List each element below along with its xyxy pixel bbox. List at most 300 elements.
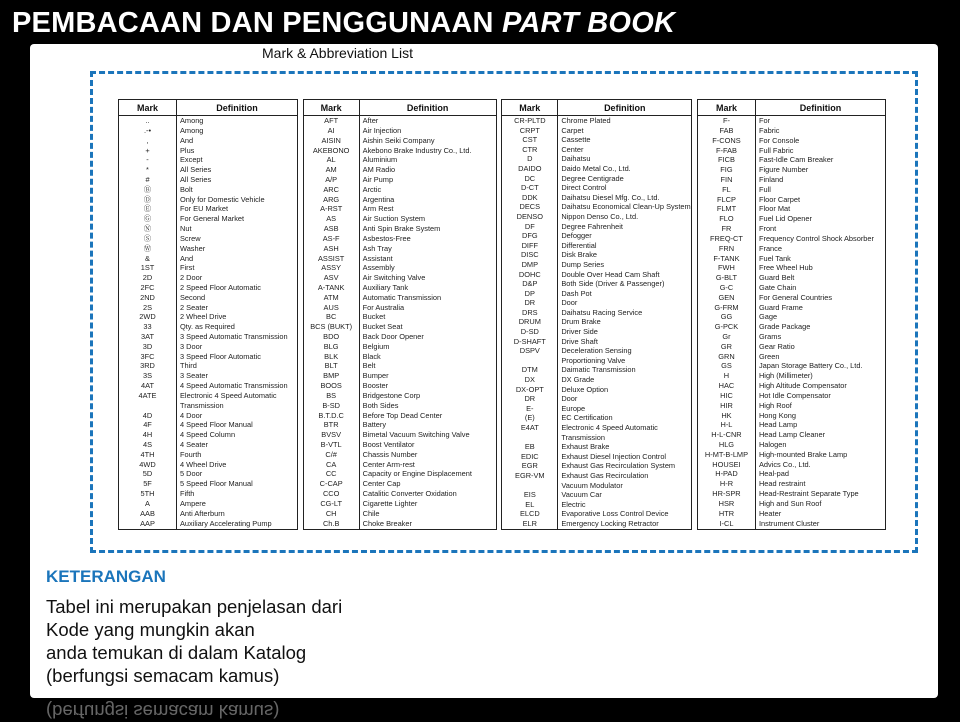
table-row [502,471,692,481]
definition-cell: Back Door Opener [359,332,496,342]
definition-cell: Dump Series [558,260,692,270]
definition-cell: After [359,116,496,126]
table-row [119,312,298,322]
mark-cell: HTR [697,509,755,519]
definition-cell: Capacity or Engine Displacement [359,469,496,479]
mark-cell: - [119,155,177,165]
definition-cell: Washer [177,244,298,254]
mark-cell: AM [303,165,359,175]
definition-cell: Fuel Tank [755,253,885,263]
mark-cell: AS-F [303,234,359,244]
definition-cell: Belgium [359,342,496,352]
definition-cell: Electronic 4 Speed Automatic [177,391,298,401]
mark-cell: ASSY [303,263,359,273]
definition-cell: Auxiliary Tank [359,283,496,293]
table-row [502,375,692,385]
mark-cell: AUS [303,302,359,312]
definition-cell: Hot Idle Compensator [755,391,885,401]
table-row [502,346,692,356]
definition-cell: Before Top Dead Center [359,410,496,420]
table-row [119,430,298,440]
table-row [697,263,885,273]
mark-cell: ASH [303,244,359,254]
definition-cell: Grade Package [755,322,885,332]
table-row [697,420,885,430]
definition-cell: 5 Door [177,469,298,479]
table-row [119,410,298,420]
table-row [697,126,885,136]
definition-cell: Chassis Number [359,450,496,460]
table-row [303,283,496,293]
definition-cell: Full [755,185,885,195]
mark-cell: AFT [303,116,359,126]
table-header-row [502,100,692,116]
definition-cell: Head Lamp Cleaner [755,430,885,440]
definition-cell: Ampere [177,499,298,509]
mark-cell: 2D [119,273,177,283]
notes-line: anda temukan di dalam Katalog [46,642,307,663]
mark-cell: 5F [119,479,177,489]
definition-cell: Bridgestone Corp [359,391,496,401]
mark-cell: CTR [502,145,558,155]
mark-cell: 4WD [119,459,177,469]
table-row [697,352,885,362]
definition-cell: Air Switching Valve [359,273,496,283]
table-row [303,253,496,263]
definition-cell: And [177,136,298,146]
definition-cell: Gear Ratio [755,342,885,352]
mark-cell: DSPV [502,346,558,356]
mark-cell: DP [502,289,558,299]
mark-cell: ASV [303,273,359,283]
definition-cell: For [755,116,885,126]
table-row [303,342,496,352]
mark-cell: 5D [119,469,177,479]
table-row [119,352,298,362]
table-row [119,479,298,489]
definition-cell: Finland [755,175,885,185]
table-row [119,263,298,273]
table-row [303,430,496,440]
mark-header: Mark [502,100,558,116]
table-row [119,509,298,519]
definition-cell: Door [558,394,692,404]
mark-cell: I-CL [697,518,755,529]
mark-cell: AS [303,214,359,224]
definition-cell: France [755,244,885,254]
mark-cell: 4TH [119,450,177,460]
definition-cell: Chile [359,509,496,519]
mark-cell: DIFF [502,241,558,251]
mark-cell: DX [502,375,558,385]
definition-cell: 4 Wheel Drive [177,459,298,469]
table-row [502,461,692,471]
mark-cell: BLK [303,352,359,362]
mark-cell: HIC [697,391,755,401]
mark-cell: ARC [303,185,359,195]
definition-cell: 4 Speed Floor Manual [177,420,298,430]
definition-cell: EC Certification [558,413,692,423]
definition-cell: Disk Brake [558,250,692,260]
definition-cell: 2 Speed Floor Automatic [177,283,298,293]
table-row [303,499,496,509]
table-row [119,253,298,263]
definition-cell: Hong Kong [755,410,885,420]
table-row [502,404,692,414]
table-header-row [119,100,298,116]
definition-cell: 2 Wheel Drive [177,312,298,322]
table-row [697,381,885,391]
definition-cell: 5 Speed Floor Manual [177,479,298,489]
mark-cell: CH [303,509,359,519]
mark-cell: (E) [502,413,558,423]
table-row [303,450,496,460]
slide-title [12,6,675,40]
mark-cell: A/P [303,175,359,185]
definition-cell: 3 Speed Floor Automatic [177,352,298,362]
table-row [119,204,298,214]
mark-cell: ATM [303,293,359,303]
table-row [303,479,496,489]
mark-cell: CC [303,469,359,479]
mark-cell: Ⓑ [119,185,177,195]
definition-cell: Second [177,293,298,303]
mark-cell: ASB [303,224,359,234]
table-header-row [303,100,496,116]
definition-cell: Assistant [359,253,496,263]
definition-cell: Choke Breaker [359,518,496,529]
definition-cell: Proportioning Valve [558,356,692,366]
mark-cell: GRN [697,352,755,362]
mark-cell: 3AT [119,332,177,342]
table-row [303,165,496,175]
mark-cell: .-• [119,126,177,136]
mark-cell: DDK [502,193,558,203]
table-row [502,212,692,222]
table-row [697,214,885,224]
definition-cell: Vacuum Modulator [558,481,692,491]
mark-cell: FL [697,185,755,195]
mark-cell: Ⓓ [119,195,177,205]
mark-cell: CA [303,459,359,469]
definition-cell: Daido Metal Co., Ltd. [558,164,692,174]
definition-cell: For EU Market [177,204,298,214]
table-header-row [697,100,885,116]
mark-cell: DC [502,174,558,184]
table-row [697,489,885,499]
definition-cell: Qty. as Required [177,322,298,332]
definition-cell: For Australia [359,302,496,312]
mark-cell: DOHC [502,270,558,280]
table-row [119,136,298,146]
mark-cell: Ch.B [303,518,359,529]
definition-cell: Air Pump [359,175,496,185]
mark-cell: C/# [303,450,359,460]
table-row [303,116,496,126]
table-row [502,289,692,299]
definition-cell: 3 Seater [177,371,298,381]
definition-cell: Arctic [359,185,496,195]
table-row [303,371,496,381]
notes-reflection: (berfungsi semacam kamus) [46,701,280,722]
mark-cell: BLT [303,361,359,371]
definition-cell: Vacuum Car [558,490,692,500]
mark-cell: , [119,136,177,146]
table-row [303,401,496,411]
table-row [303,332,496,342]
mark-cell: FWH [697,263,755,273]
mark-cell: CR-PLTD [502,116,558,126]
definition-cell: Floor Mat [755,204,885,214]
definition-cell: High Altitude Compensator [755,381,885,391]
definition-cell: All Series [177,165,298,175]
table-row [303,175,496,185]
definition-cell: Carpet [558,126,692,136]
definition-cell: Daihatsu Diesel Mfg. Co., Ltd. [558,193,692,203]
definition-cell: Except [177,155,298,165]
table-row [502,423,692,433]
definition-cell: 3 Speed Automatic Transmission [177,332,298,342]
mark-cell: F-FAB [697,145,755,155]
table-row [502,145,692,155]
definition-cell: Door [558,298,692,308]
mark-cell: B.T.D.C [303,410,359,420]
table-row [303,145,496,155]
mark-cell: B-SD [303,401,359,411]
table-row [502,270,692,280]
definition-cell: Guard Belt [755,273,885,283]
mark-cell: 4F [119,420,177,430]
definition-cell: Differential [558,241,692,251]
definition-cell: Europe [558,404,692,414]
table-row [119,489,298,499]
table-row [697,332,885,342]
definition-cell: Defogger [558,231,692,241]
mark-cell: HLG [697,440,755,450]
mark-cell: A [119,499,177,509]
mark-cell: BVSV [303,430,359,440]
definition-cell: High Roof [755,401,885,411]
abbreviation-table-2 [303,99,497,530]
definition-cell: Auxiliary Accelerating Pump [177,518,298,529]
definition-cell: Screw [177,234,298,244]
definition-cell: Transmission [558,433,692,443]
definition-cell: Heater [755,509,885,519]
table-row [119,518,298,529]
table-row [502,356,692,366]
mark-cell: A-TANK [303,283,359,293]
mark-cell: HSR [697,499,755,509]
table-row [697,391,885,401]
table-row [303,204,496,214]
content-panel [30,44,938,698]
table-row [502,365,692,375]
table-row [697,361,885,371]
mark-cell: 3FC [119,352,177,362]
mark-cell: HAC [697,381,755,391]
table-row [119,361,298,371]
mark-cell: GG [697,312,755,322]
definition-cell: Booster [359,381,496,391]
notes-line: Tabel ini merupakan penjelasan dari [46,596,343,617]
table-row [119,244,298,254]
mark-cell: GR [697,342,755,352]
table-row [697,155,885,165]
definition-cell: For General Countries [755,293,885,303]
definition-header: Definition [558,100,692,116]
mark-cell: BLG [303,342,359,352]
table-row [303,234,496,244]
table-row [502,317,692,327]
table-row [303,263,496,273]
definition-cell: Daihatsu Racing Service [558,308,692,318]
mark-cell: D-CT [502,183,558,193]
definition-cell: Bimetal Vacuum Switching Valve [359,430,496,440]
table-row [119,116,298,126]
definition-cell: Ash Tray [359,244,496,254]
table-row [502,202,692,212]
table-row [303,469,496,479]
mark-cell: H-L-CNR [697,430,755,440]
mark-cell: Ⓝ [119,224,177,234]
definition-cell: Head restraint [755,479,885,489]
table-row [502,250,692,260]
definition-cell: Exhaust Gas Recirculation [558,471,692,481]
mark-cell: ASSIST [303,253,359,263]
table-row [119,126,298,136]
table-row [502,308,692,318]
table-row [697,450,885,460]
table-row [502,116,692,126]
table-row [303,195,496,205]
table-row [119,499,298,509]
mark-cell: F-TANK [697,253,755,263]
mark-header: Mark [303,100,359,116]
table-row [697,371,885,381]
definition-cell: Arm Rest [359,204,496,214]
abbreviation-table-area [118,99,886,530]
mark-cell: DX-OPT [502,385,558,395]
definition-cell: Full Fabric [755,145,885,155]
mark-cell: EIS [502,490,558,500]
mark-cell: GS [697,361,755,371]
definition-cell: Transmission [177,401,298,411]
definition-cell: 4 Speed Automatic Transmission [177,381,298,391]
table-row [119,145,298,155]
mark-cell: EL [502,500,558,510]
table-row [697,509,885,519]
definition-cell: Asbestos-Free [359,234,496,244]
mark-cell: CST [502,135,558,145]
definition-cell: Instrument Cluster [755,518,885,529]
table-row [697,440,885,450]
definition-cell: Daihatsu [558,154,692,164]
definition-cell: Battery [359,420,496,430]
slide-title-main: PEMBACAAN DAN PENGGUNAAN [12,7,502,39]
definition-cell: Direct Control [558,183,692,193]
table-row [303,273,496,283]
notes-text [46,595,466,687]
mark-cell: DENSO [502,212,558,222]
mark-cell: 2ND [119,293,177,303]
table-row [697,175,885,185]
mark-cell [502,433,558,443]
definition-cell: AM Radio [359,165,496,175]
mark-cell: HK [697,410,755,420]
mark-cell: DR [502,394,558,404]
definition-cell: Guard Frame [755,302,885,312]
table-row [697,204,885,214]
mark-cell: HIR [697,401,755,411]
definition-cell: Assembly [359,263,496,273]
definition-cell: Center Cap [359,479,496,489]
notes-heading: KETERANGAN [46,567,166,586]
definition-cell: 4 Seater [177,440,298,450]
table-row [303,322,496,332]
table-row [119,175,298,185]
mark-cell: EDIC [502,452,558,462]
definition-cell: DX Grade [558,375,692,385]
definition-cell: High and Sun Roof [755,499,885,509]
table-row [697,185,885,195]
notes-line: (berfungsi semacam kamus) [46,665,280,686]
table-row [502,452,692,462]
table-row [502,222,692,232]
table-row [697,430,885,440]
table-row [697,293,885,303]
mark-cell: 4D [119,410,177,420]
mark-cell: G-BLT [697,273,755,283]
mark-cell: Ⓔ [119,204,177,214]
definition-cell: Emergency Locking Retractor [558,519,692,529]
table-row [303,185,496,195]
table-row [119,224,298,234]
definition-cell: Drum Brake [558,317,692,327]
mark-cell: CCO [303,489,359,499]
table-row [502,164,692,174]
mark-cell: FLMT [697,204,755,214]
mark-cell [502,481,558,491]
mark-cell: BC [303,312,359,322]
mark-cell: DRS [502,308,558,318]
table-row [502,231,692,241]
mark-cell: 5TH [119,489,177,499]
table-row [303,214,496,224]
abbreviation-table-4 [697,99,886,530]
definition-cell: Advics Co., Ltd. [755,459,885,469]
table-row [119,322,298,332]
mark-cell: D&P [502,279,558,289]
table-row [697,244,885,254]
table-row [697,195,885,205]
table-row [697,469,885,479]
table-row [303,244,496,254]
table-row [119,420,298,430]
table-row [303,410,496,420]
table-row [502,519,692,529]
definition-cell: 4 Door [177,410,298,420]
definition-cell: Daimatic Transmission [558,365,692,375]
mark-cell: 33 [119,322,177,332]
abbreviation-table-3 [501,99,692,530]
mark-cell: C-CAP [303,479,359,489]
mark-cell: 1ST [119,263,177,273]
table-row [502,327,692,337]
definition-cell: Figure Number [755,165,885,175]
mark-cell: DF [502,222,558,232]
definition-cell: Exhaust Gas Recirculation System [558,461,692,471]
definition-cell: Belt [359,361,496,371]
